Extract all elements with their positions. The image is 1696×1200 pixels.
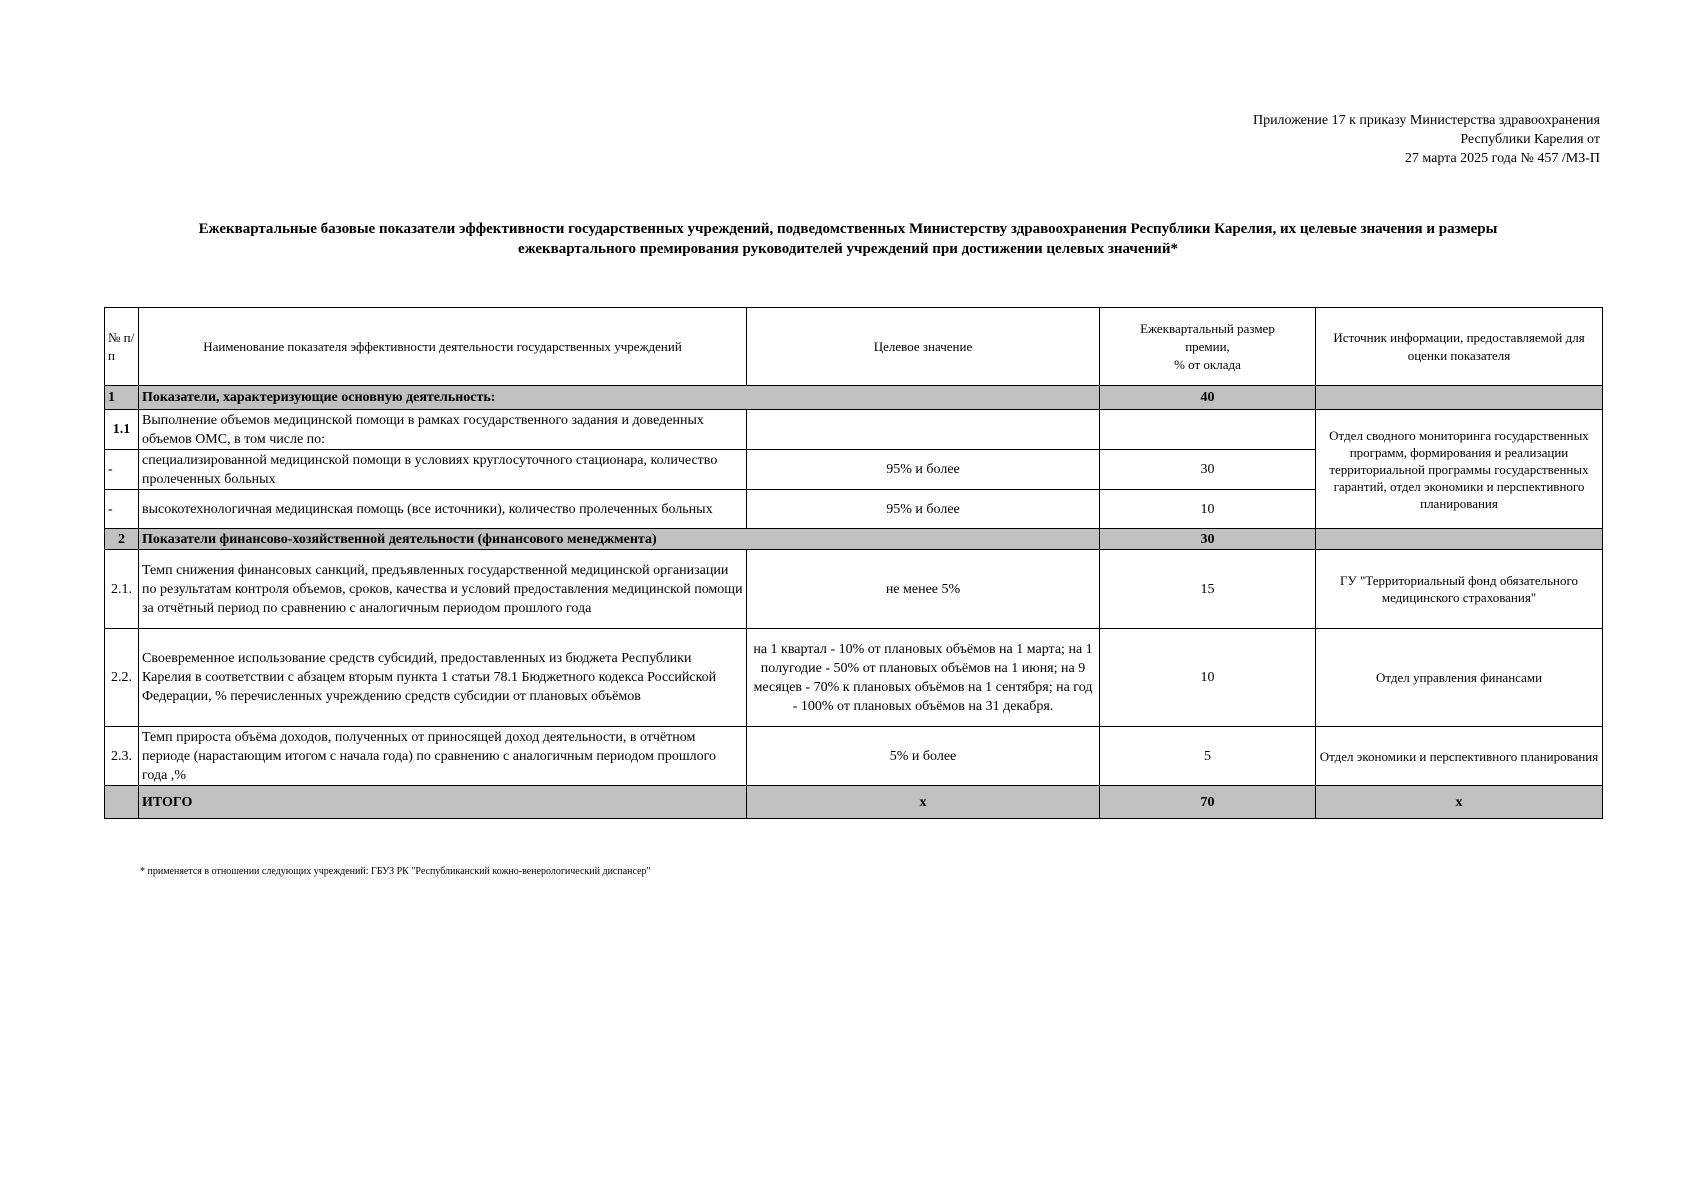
row1-1b-bonus: 10	[1100, 490, 1316, 529]
row2-3-bonus: 5	[1100, 727, 1316, 786]
total-num-empty	[105, 786, 139, 819]
row1-1b-target: 95% и более	[747, 490, 1100, 529]
annex-line-1: Приложение 17 к приказу Министерства здравоохранения	[1252, 113, 1600, 128]
row1-source: Отдел сводного мониторинга государственных программ, формирования и реализации территориальной программы государственных гарантий, отдел экономики и перспективного планирования	[1316, 410, 1603, 529]
total-target: х	[747, 786, 1100, 819]
document-title-line-1: Ежеквартальные базовые показатели эффективности государственных учреждений, подведомственных Министерству здравоохранения Республики Карелия, их целевые значения и размеры	[198, 221, 1498, 237]
section-row-2	[105, 529, 1603, 550]
header-num: № п/п	[105, 308, 139, 386]
row2-1-bonus: 15	[1100, 550, 1316, 629]
row1-1-num: 1.1	[105, 410, 139, 450]
total-name: ИТОГО	[139, 786, 747, 819]
document-title-line-2: ежеквартального премирования руководителей учреждений при достижении целевых значений*	[518, 241, 1178, 257]
document-title	[100, 219, 1596, 259]
table-row-2-3	[105, 727, 1603, 786]
row2-1-source: ГУ "Территориальный фонд обязательного медицинского страхования"	[1316, 550, 1603, 629]
row1-1-bonus-empty	[1100, 410, 1316, 450]
table-row-2-1	[105, 550, 1603, 629]
row2-1-num: 2.1.	[105, 550, 139, 629]
row1-1a-name: специализированной медицинской помощи в условиях круглосуточного стационара, количество пролеченных больных	[139, 450, 747, 490]
total-source: х	[1316, 786, 1603, 819]
table-row-1-1	[105, 410, 1603, 450]
header-name: Наименование показателя эффективности деятельности государственных учреждений	[139, 308, 747, 386]
indicators-table	[104, 307, 1603, 819]
section1-bonus: 40	[1100, 386, 1316, 410]
section1-name: Показатели, характеризующие основную деятельность:	[139, 386, 1100, 410]
row2-2-bonus: 10	[1100, 629, 1316, 727]
row1-1-target-empty	[747, 410, 1100, 450]
section2-bonus: 30	[1100, 529, 1316, 550]
table-header-row	[105, 308, 1603, 386]
row2-3-source: Отдел экономики и перспективного планирования	[1316, 727, 1603, 786]
annex-reference	[1253, 111, 1600, 168]
header-target: Целевое значение	[747, 308, 1100, 386]
header-bonus-line-1: Ежеквартальный размер	[1140, 320, 1275, 336]
header-source: Источник информации, предоставляемой для оценки показателя	[1316, 308, 1603, 386]
section1-num: 1	[105, 386, 139, 410]
row2-3-name: Темп прироста объёма доходов, полученных от приносящей доход деятельности, в отчётном периоде (нарастающим итогом с начала года) по сравнению с аналогичным периодом прошлого года ,%	[139, 727, 747, 786]
annex-line-2: Республики Карелия от	[1460, 132, 1600, 147]
row2-1-target: не менее 5%	[747, 550, 1100, 629]
row2-2-num: 2.2.	[105, 629, 139, 727]
section2-num: 2	[105, 529, 139, 550]
row1-1a-num: -	[105, 450, 139, 490]
footnote: * применяется в отношении следующих учреждений: ГБУЗ РК "Республиканский кожно-венерологический диспансер"	[140, 866, 651, 877]
row2-2-name: Своевременное использование средств субсидий, предоставленных из бюджета Республики Карелия в соответствии с абзацем вторым пункта 1 статьи 78.1 Бюджетного кодекса Российской Федерации, % перечисленных учреждению средств субсидии от плановых объёмов	[139, 629, 747, 727]
row2-2-target: на 1 квартал - 10% от плановых объёмов на 1 марта; на 1 полугодие - 50% от плановых объёмов на 1 июня; на 9 месяцев - 70% к плановых объёмов на 1 сентября; на год - 100% от плановых объёмов на 31 декабря.	[747, 629, 1100, 727]
row1-1-name: Выполнение объемов медицинской помощи в рамках государственного задания и доведенных объемов ОМС, в том числе по:	[139, 410, 747, 450]
section2-source-empty	[1316, 529, 1603, 550]
row1-1a-target: 95% и более	[747, 450, 1100, 490]
row1-1a-bonus: 30	[1100, 450, 1316, 490]
header-bonus	[1100, 308, 1316, 386]
row2-2-source: Отдел управления финансами	[1316, 629, 1603, 727]
row2-3-num: 2.3.	[105, 727, 139, 786]
section2-name: Показатели финансово-хозяйственной деятельности (финансового менеджмента)	[139, 529, 1100, 550]
total-row	[105, 786, 1603, 819]
row2-1-name: Темп снижения финансовых санкций, предъявленных государственной медицинской организации по результатам контроля объемов, сроков, качества и условий предоставления медицинской помощи за отчётный период по сравнению с аналогичным периодом прошлого года	[139, 550, 747, 629]
section1-source-empty	[1316, 386, 1603, 410]
table-row-2-2	[105, 629, 1603, 727]
annex-line-3: 27 марта 2025 года № 457 /МЗ-П	[1404, 151, 1600, 166]
section-row-1	[105, 386, 1603, 410]
header-bonus-line-2: премии,	[1185, 338, 1230, 354]
row1-1b-num: -	[105, 490, 139, 529]
header-bonus-line-3: % от оклада	[1174, 356, 1241, 372]
row1-1b-name: высокотехнологичная медицинская помощь (все источники), количество пролеченных больных	[139, 490, 747, 529]
total-bonus: 70	[1100, 786, 1316, 819]
row2-3-target: 5% и более	[747, 727, 1100, 786]
